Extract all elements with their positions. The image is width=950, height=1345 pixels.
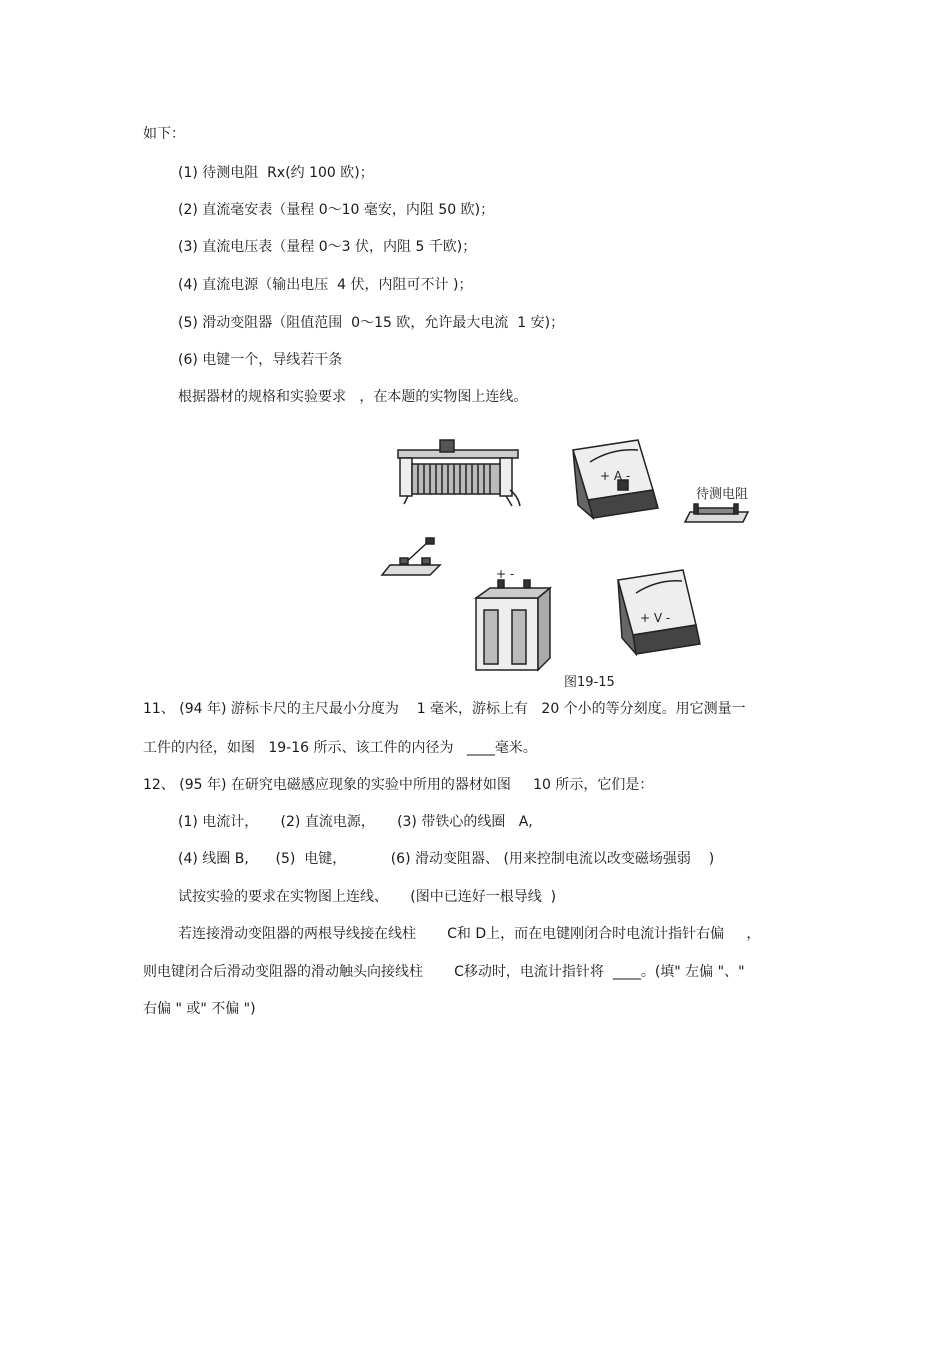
question-11-line-1: 11、 (94 年) 游标卡尺的主尺最小分度为 1 毫米，游标上有 20 个小的等分刻度。用它测量一 bbox=[143, 701, 746, 717]
equipment-item: (3) 直流电压表（量程 0～3 伏，内阻 5 千欧)； bbox=[178, 239, 477, 255]
apparatus-figure bbox=[378, 430, 778, 692]
switch-icon bbox=[382, 538, 440, 575]
ammeter-marks: + A - bbox=[600, 469, 631, 483]
question-12-line-2: (1) 电流计， (2) 直流电源， (3) 带铁心的线圈 A, bbox=[178, 814, 533, 830]
question-12-line-1: 12、 (95 年) 在研究电磁感应现象的实验中所用的器材如图 10 所示，它们是： bbox=[143, 777, 654, 793]
apparatus-drawing bbox=[378, 430, 778, 692]
figure-caption: 图19-15 bbox=[564, 675, 615, 690]
question-12-line-4: 试按实验的要求在实物图上连线、 (图中已连好一根导线 ) bbox=[178, 889, 557, 905]
question-12-line-6: 则电键闭合后滑动变阻器的滑动触头向接线柱 C移动时，电流计指针将 ____。(填" 左偏 "、" bbox=[143, 964, 745, 980]
equipment-item: (1) 待测电阻 Rx(约 100 欧)； bbox=[178, 165, 374, 181]
voltmeter-marks: + V - bbox=[640, 611, 671, 625]
equipment-item: (2) 直流毫安表（量程 0～10 毫安，内阻 50 欧)； bbox=[178, 202, 495, 218]
test-resistor-icon bbox=[685, 504, 748, 522]
battery-marks: + - bbox=[496, 567, 515, 581]
test-resistor-label: 待测电阻 bbox=[696, 487, 749, 502]
question-11-line-2: 工件的内径，如图 19-16 所示、该工件的内径为 ____毫米。 bbox=[143, 740, 537, 756]
question-12-line-5: 若连接滑动变阻器的两根导线接在线柱 C和 D上，而在电键刚闭合时电流计指针右偏 ， bbox=[178, 926, 761, 942]
question-12-line-7: 右偏 " 或" 不偏 ") bbox=[143, 1001, 256, 1017]
question-12-line-3: (4) 线圈 B, (5) 电键， (6) 滑动变阻器、 (用来控制电流以改变磁场强弱 ) bbox=[178, 851, 715, 867]
instruction-text: 根据器材的规格和实验要求 ，在本题的实物图上连线。 bbox=[178, 389, 528, 405]
intro-text: 如下： bbox=[143, 126, 185, 142]
rheostat-icon bbox=[398, 440, 520, 506]
battery-icon bbox=[476, 580, 550, 670]
equipment-item: (5) 滑动变阻器（阻值范围 0～15 欧，允许最大电流 1 安)； bbox=[178, 315, 565, 331]
equipment-item: (4) 直流电源（输出电压 4 伏，内阻可不计 )； bbox=[178, 277, 473, 293]
equipment-item: (6) 电键一个，导线若干条 bbox=[178, 352, 343, 368]
